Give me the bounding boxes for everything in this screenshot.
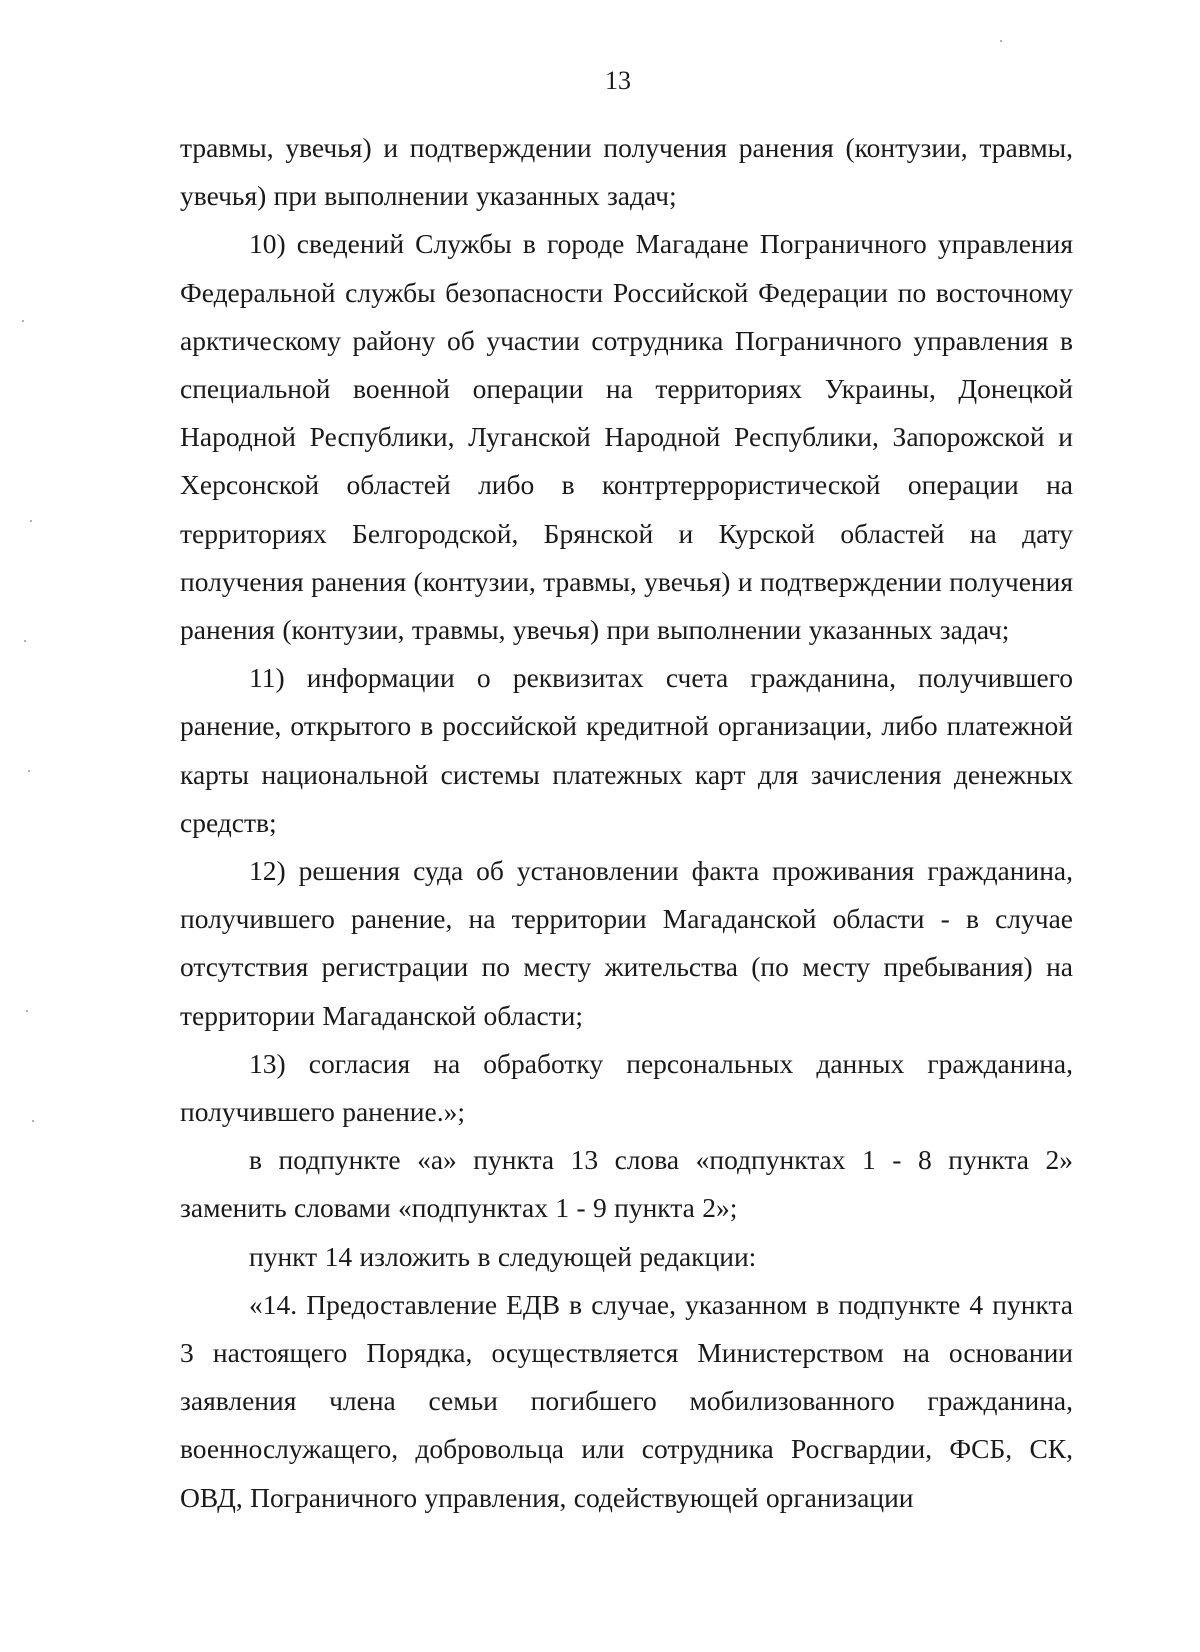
scan-speck (30, 520, 32, 522)
paragraph-item-12: 12) решения суда об установлении факта проживания гражданина, получившего ранение, на территории Магаданской области - в случае отсутствия регистрации по месту жительства (по месту пребывания) на территории Магаданской области; (180, 855, 1073, 1031)
paragraph-item-11: 11) информации о реквизитах счета гражданина, получившего ранение, открытого в российской кредитной организации, либо платежной карты национальной системы платежных карт для зачисления денежных средств; (180, 662, 1073, 838)
scan-speck (26, 1010, 28, 1012)
scan-speck (32, 1120, 34, 1122)
scan-speck (28, 770, 30, 772)
page-number: 13 (605, 66, 631, 95)
scan-speck (22, 320, 24, 322)
scan-speck (24, 640, 26, 642)
document-body (180, 124, 1073, 1522)
paragraph-item-10: 10) сведений Службы в городе Магадане Пограничного управления Федеральной службы безопасности Российской Федерации по восточному арктическому району об участии сотрудника Пограничного управления в специальной военной операции на территориях Украины, Донецкой Народной Республики, Луганской Народной Республики, Запорожской и Херсонской областей либо в контртеррористической операции на территориях Белгородской, Брянской и Курской областей на дату получения ранения (контузии, травмы, увечья) и подтверждении получения ранения (контузии, травмы, увечья) при выполнении указанных задач; (180, 228, 1073, 646)
paragraph-subpoint-a-amendment: в подпункте «а» пункта 13 слова «подпунктах 1 - 8 пункта 2» заменить словами «подпунктах 1 - 9 пункта 2»; (180, 1144, 1073, 1224)
paragraph-continuation: травмы, увечья) и подтверждении получения ранения (контузии, травмы, увечья) при выполнении указанных задач; (180, 132, 1073, 212)
paragraph-item-14-instruction: пункт 14 изложить в следующей редакции: (249, 1240, 757, 1272)
scan-speck (1000, 40, 1002, 42)
paragraph-item-13: 13) согласия на обработку персональных данных гражданина, получившего ранение.»; (180, 1047, 1073, 1128)
paragraph-item-14-text: «14. Предоставление ЕДВ в случае, указанном в подпункте 4 пункта 3 настоящего Порядка, осуществляется Министерством на основании заявления члена семьи погибшего мобилизованного гражданина, военнослужащего, добровольца или сотрудника Росгвардии, ФСБ, СК, ОВД, Пограничного управления, содействующей организации (180, 1288, 1073, 1513)
